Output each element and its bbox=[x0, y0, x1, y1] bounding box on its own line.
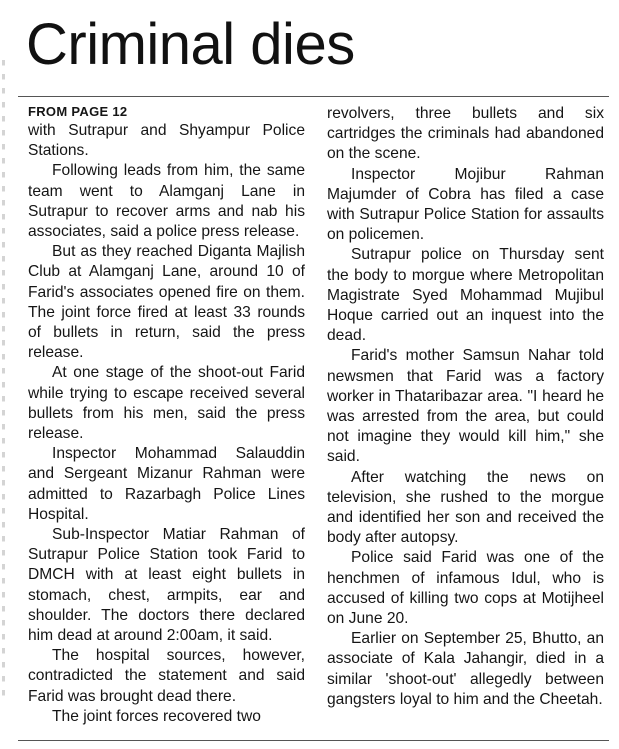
paragraph: But as they reached Diganta Majlish Club at Alamganj Lane, around 10 of Farid's associates opened fire on them. The joint force fired at least 33 rounds of bullets in return, said the press release. bbox=[28, 243, 305, 362]
paragraph: Sub-Inspector Matiar Rahman of Sutrapur Police Station took Farid to DMCH with at least eight bullets in stomach, chest, armpits, ear and shoulder. The doctors there declared him dead at around 2:00am, it said. bbox=[28, 526, 305, 645]
paragraph: Police said Farid was one of the henchmen of infamous Idul, who is accused of killing two cops at Motijheel on June 20. bbox=[327, 549, 604, 628]
paragraph: The joint forces recovered two bbox=[52, 707, 261, 725]
paragraph: Following leads from him, the same team went to Alamganj Lane in Sutrapur to recover arms and nab his associates, said a police press release. bbox=[28, 162, 305, 241]
paragraph: Earlier on September 25, Bhutto, an associate of Kala Jahangir, died in a similar 'shoot-out' allegedly between gangsters loyal to him and the Cheetah. bbox=[327, 630, 604, 708]
continuation-label: FROM PAGE 12 bbox=[28, 104, 128, 119]
fold-marks bbox=[2, 60, 5, 700]
paragraph: Inspector Mojibur Rahman Majumder of Cobra has filed a case with Sutrapur Police Station for assaults on policemen. bbox=[327, 165, 604, 244]
article-column-left bbox=[28, 104, 305, 727]
headline-rule bbox=[18, 96, 609, 97]
paragraph: Sutrapur police on Thursday sent the body to morgue where Metropolitan Magistrate Syed Mohammad Mujibul Hoque carried out an inquest into the dead. bbox=[327, 246, 604, 345]
paragraph: After watching the news on television, she rushed to the morgue and identified her son and received the body after autopsy. bbox=[327, 468, 604, 547]
headline: Criminal dies bbox=[26, 12, 355, 77]
paragraph: Inspector Mohammad Salauddin and Sergeant Mizanur Rahman were admitted to Razarbagh Police Lines Hospital. bbox=[28, 445, 305, 523]
paragraph: The hospital sources, however, contradicted the statement and said Farid was brought dead there. bbox=[28, 647, 305, 705]
bottom-rule bbox=[18, 740, 609, 741]
article-column-right bbox=[327, 104, 604, 710]
paragraph: with Sutrapur and Shyampur Police Stations. bbox=[28, 122, 305, 160]
paragraph: Farid's mother Samsun Nahar told newsmen that Farid was a factory worker in Thataribazar area. "I heard he was arrested from the area, but could not imagine they would kill him," she said. bbox=[327, 347, 604, 466]
paragraph: At one stage of the shoot-out Farid while trying to escape received several bullets from his men, said the press release. bbox=[28, 364, 305, 443]
paragraph: revolvers, three bullets and six cartridges the criminals had abandoned on the scene. bbox=[327, 105, 604, 163]
